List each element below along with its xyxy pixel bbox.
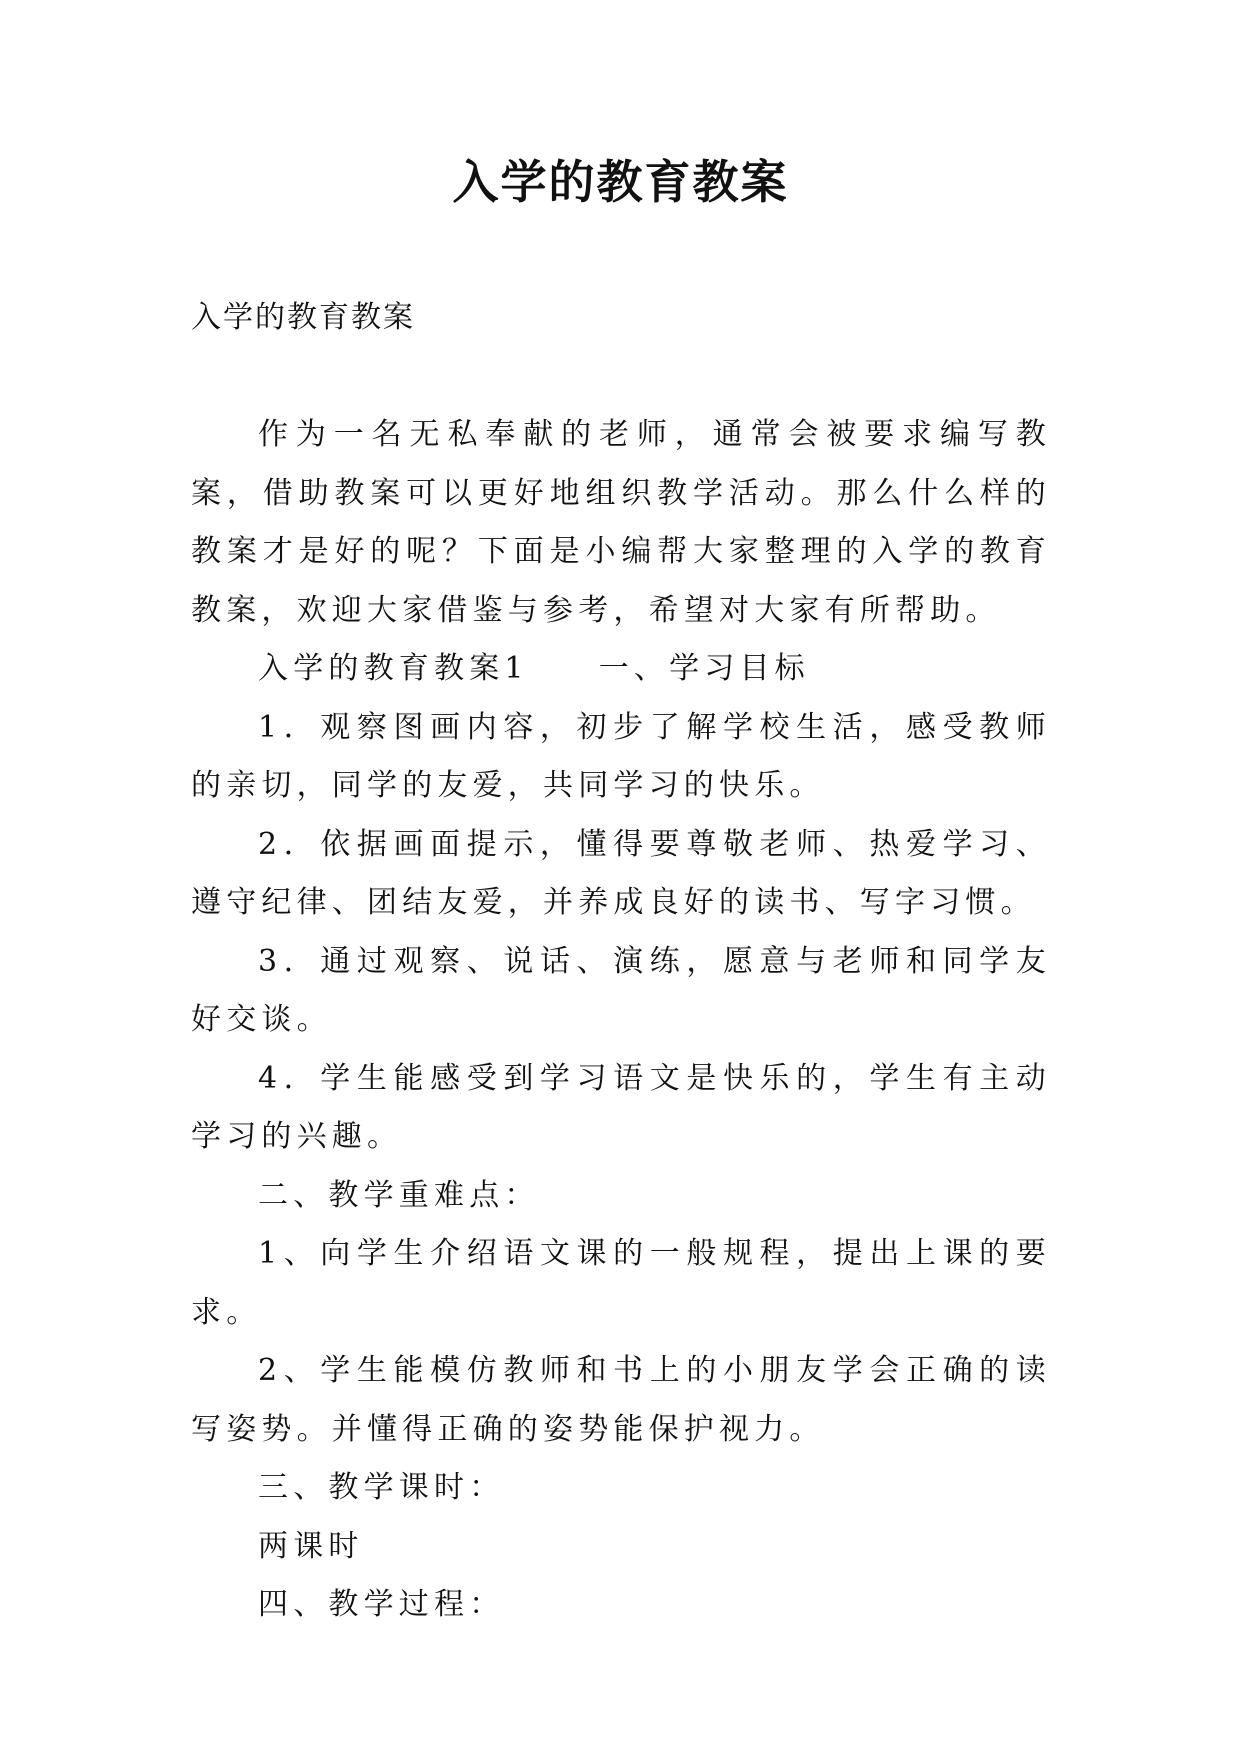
process-heading: 四、教学过程： xyxy=(258,1587,505,1622)
goal-item-3: 3．通过观察、说话、演练，愿意与老师和同学友好交谈。 xyxy=(191,943,1051,1037)
class-hours-value: 两课时 xyxy=(258,1528,364,1564)
document-subtitle: 入学的教育教案 xyxy=(191,300,415,335)
section-heading-line xyxy=(191,640,1051,699)
section-heading: 入学的教育教案1 xyxy=(258,651,529,686)
goal-item-1: 1．观察图画内容，初步了解学校生活，感受教师的亲切，同学的友爱，共同学习的快乐。 xyxy=(191,709,1051,803)
learning-goals-heading: 一、学习目标 xyxy=(598,651,810,686)
document-body xyxy=(191,406,1051,1635)
intro-paragraph: 作为一名无私奉献的老师，通常会被要求编写教案，借助教案可以更好地组织教学活动。那么什么样的教案才是好的呢？下面是小编帮大家整理的入学的教育教案，欢迎大家借鉴与参考，希望对大家有所帮助。 xyxy=(191,417,1051,628)
class-hours-heading: 三、教学课时： xyxy=(258,1470,505,1505)
key-point-2: 2、学生能模仿教师和书上的小朋友学会正确的读写姿势。并懂得正确的姿势能保护视力。 xyxy=(191,1353,1051,1447)
key-point-1: 1、向学生介绍语文课的一般规程，提出上课的要求。 xyxy=(191,1236,1051,1330)
page-title: 入学的教育教案 xyxy=(452,155,789,209)
goal-item-2: 2．依据画面提示，懂得要尊敬老师、热爱学习、遵守纪律、团结友爱，并养成良好的读书、写字习惯。 xyxy=(191,826,1051,920)
key-points-heading: 二、教学重难点： xyxy=(258,1177,540,1213)
goal-item-4: 4．学生能感受到学习语文是快乐的，学生有主动学习的兴趣。 xyxy=(191,1060,1051,1154)
